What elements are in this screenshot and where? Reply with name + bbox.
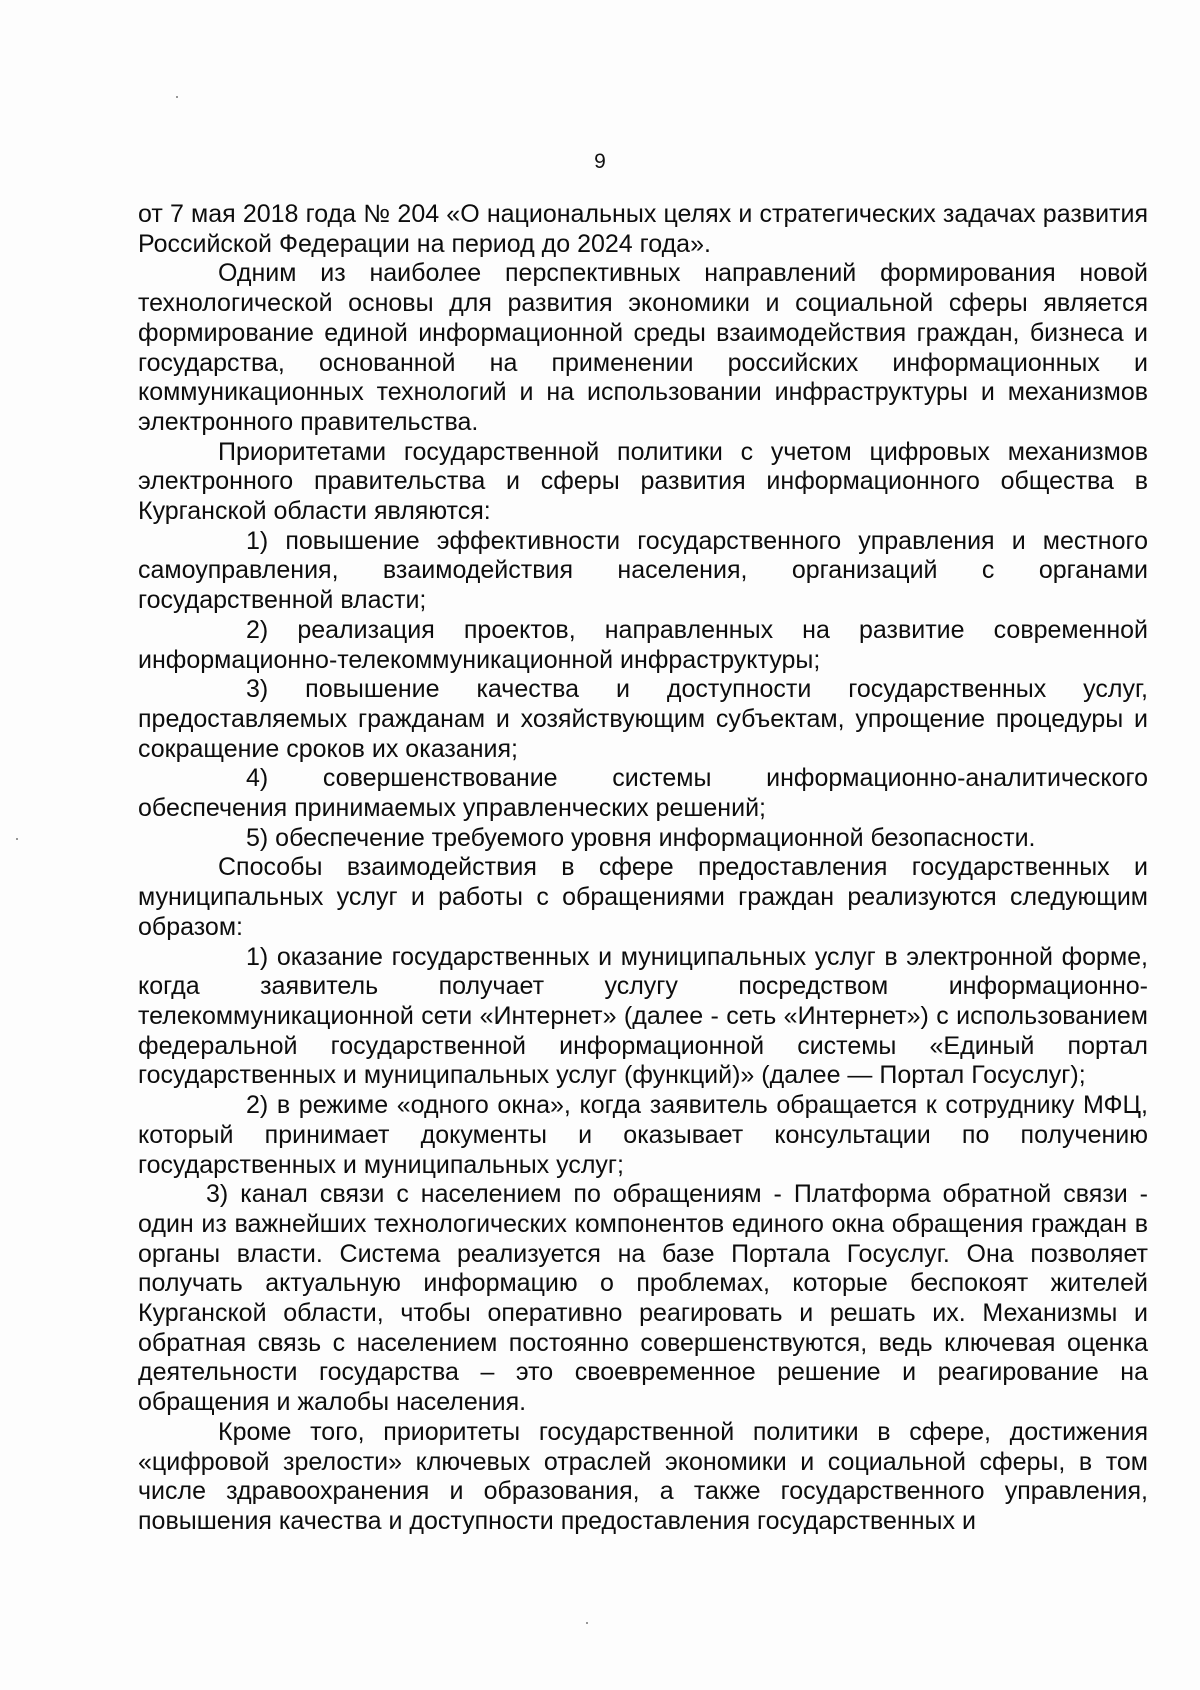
list-item: 5) обеспечение требуемого уровня информационной безопасности. — [246, 823, 1036, 852]
list-item: 2) в режиме «одного окна», когда заявитель обращается к сотруднику МФЦ, который принимает документы и оказывает консультации по получению государственных и муниципальных услуг; — [138, 1091, 1148, 1179]
list-item: 4) совершенствование системы информационно-аналитического обеспечения принимаемых управленческих решений; — [138, 764, 1148, 823]
paragraph: Приоритетами государственной политики с учетом цифровых механизмов электронного правительства и сферы развития информационного общества в Курганской области являются: — [138, 437, 1148, 526]
paragraph: Одним из наиболее перспективных направлений формирования новой технологической основы для развития экономики и социальной сферы является формирование единой информационной среды взаимодействия граждан, бизнеса и государства, основанной на применении российских информационных и коммуникационных технологий и на использовании инфраструктуры и механизмов электронного правительства. — [138, 259, 1148, 436]
scan-speck — [176, 96, 178, 98]
scan-speck — [16, 838, 18, 840]
scan-speck — [586, 1622, 588, 1624]
list-item: 3) повышение качества и доступности государственных услуг, предоставляемых гражданам и хозяйствующим субъектам, упрощение процедуры и сокращение сроков их оказания; — [138, 675, 1148, 763]
page-number: 9 — [594, 150, 606, 173]
list-item: 1) оказание государственных и муниципальных услуг в электронной форме, когда заявитель получает услугу посредством информационно-телекоммуникационной сети «Интернет» (далее - сеть «Интернет») с использованием федеральной государственной информационной системы «Единый портал государственных и муниципальных услуг (функций)» (далее — Портал Госуслуг); — [138, 942, 1148, 1090]
list-item: 1) повышение эффективности государственного управления и местного самоуправления, взаимодействия населения, организаций с органами государственной власти; — [138, 526, 1148, 615]
list-item: 3) канал связи с населением по обращениям - Платформа обратной связи - один из важнейших технологических компонентов единого окна обращения граждан в органы власти. Система реализуется на базе Портала Госуслуг. Она позволяет получать актуальную информацию о проблемах, которые беспокоят жителей Курганской области, чтобы оперативно реагировать и решать их. Механизмы и обратная связь с населением постоянно совершенствуются, ведь ключевая оценка деятельности государства – это своевременное решение и реагирование на обращения и жалобы населения. — [138, 1180, 1148, 1417]
document-body — [138, 200, 1148, 1537]
paragraph: от 7 мая 2018 года № 204 «О национальных целях и стратегических задачах развития Российской Федерации на период до 2024 года». — [138, 200, 1148, 258]
paragraph: Способы взаимодействия в сфере предоставления государственных и муниципальных услуг и работы с обращениями граждан реализуются следующим образом: — [138, 853, 1148, 941]
list-item: 2) реализация проектов, направленных на развитие современной информационно-телекоммуникационной инфраструктуры; — [138, 615, 1148, 674]
paragraph: Кроме того, приоритеты государственной политики в сфере, достижения «цифровой зрелости» ключевых отраслей экономики и социальной сферы, в том числе здравоохранения и образования, а также государственного управления, повышения качества и доступности предоставления государственных и — [138, 1417, 1148, 1535]
